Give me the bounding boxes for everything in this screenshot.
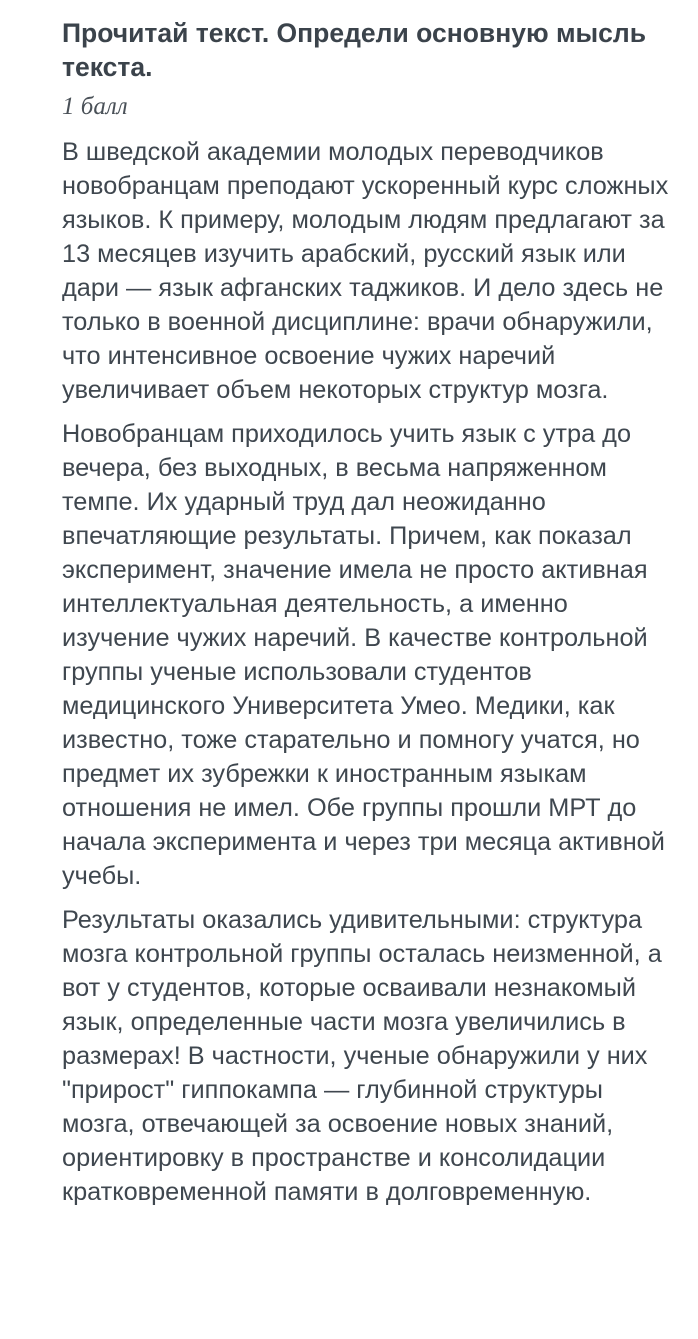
text-paragraph-3: Результаты оказались удивительными: структура мозга контрольной группы осталась неизменной, а вот у студентов, которые осваивали незнакомый язык, определенные части мозга увеличились в размерах! В частности, ученые обнаружили у них "прирост" гиппокампа — глубинной структуры мозга, отвечающей за освоение новых знаний, ориентировку в пространстве и консолидации кратковременной памяти в долговременную. <box>62 906 662 1206</box>
text-paragraph-1: В шведской академии молодых переводчиков новобранцам преподают ускоренный курс сложных языков. К примеру, молодым людям предлагают за 13 месяцев изучить арабский, русский язык или дари — язык афганских таджиков. И дело здесь не только в военной дисциплине: врачи обнаружили, что интенсивное освоение чужих наречий увеличивает объем некоторых структур мозга. <box>62 138 669 404</box>
score-label: 1 балл <box>62 93 128 120</box>
reading-text <box>62 135 672 1209</box>
question-card <box>62 16 672 1209</box>
text-paragraph-2: Новобранцам приходилось учить язык с утра до вечера, без выходных, в весьма напряженном темпе. Их ударный труд дал неожиданно впечатляющие результаты. Причем, как показал эксперимент, значение имела не просто активная интеллектуальная деятельность, а именно изучение чужих наречий. В качестве контрольной группы ученые использовали студентов медицинского Университета Умео. Медики, как известно, тоже старательно и помногу учатся, но предмет их зубрежки к иностранным языкам отношения не имел. Обе группы прошли МРТ до начала эксперимента и через три месяца активной учебы. <box>62 420 665 890</box>
task-title: Прочитай текст. Определи основную мысль текста. <box>62 18 647 82</box>
